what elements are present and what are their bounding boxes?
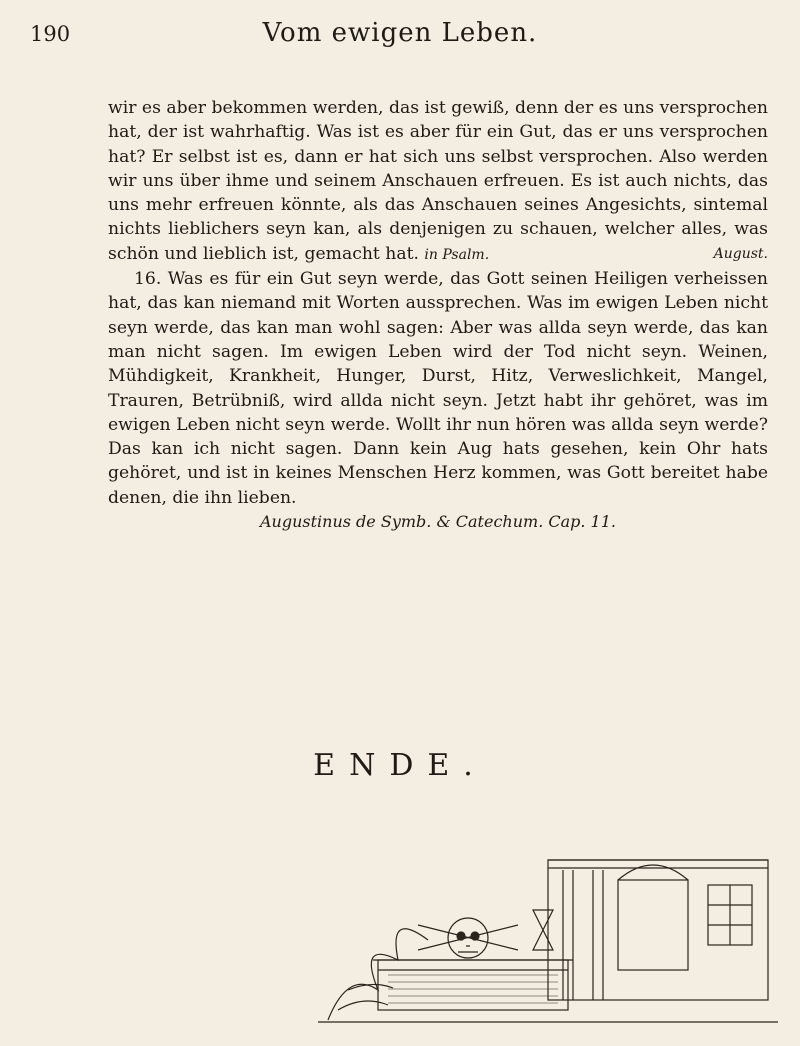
paragraph-2-text: Was es für ein Gut seyn werde, das Gott seinen Heiligen verheissen hat, das kan niemand mit Worten aussprechen. Was im ewigen Leben nicht seyn werde, das kan man wohl sagen: Aber was allda seyn werde, das kan man nicht sagen. Im ewigen Leben wird der Tod nicht seyn. Weinen, Mühdigkeit, Krankheit, Hunger, Durst, Hitz, Verweslichkeit, Mangel, Trauren, Betrübniß, wird allda nicht seyn. Jetzt habt ihr gehöret, was im ewigen Leben nicht seyn werde. Wollt ihr nun hören was allda seyn werde? Das kan ich nicht sagen. Dann kein Aug hats gesehen, kein Ohr hats gehöret, und ist in keines Menschen Herz kommen, was Gott bereitet habe denen, die ihn lieben. xyxy=(108,269,768,508)
page-number: 190 xyxy=(30,22,71,46)
body-text xyxy=(108,96,768,534)
citation-author: August. xyxy=(713,245,768,262)
memento-mori-engraving xyxy=(318,790,778,1030)
finis-line: ENDE. xyxy=(313,748,487,783)
paragraph-1-text: wir es aber bekommen werden, das ist gewiß, denn der es uns versprochen hat, der ist wahrhaftig. Was ist es aber für ein Gut, das er uns versprochen hat? Er selbst ist es, dann er hat sich uns selbst versprochen. Also werden wir uns über ihme und seinem Anschauen erfreuen. Es ist auch nichts, das uns mehr erfreuen könnte, als das Anschauen seines Angesichts, sintemal nichts lieblichers seyn kan, als denjenigen zu schauen, welcher alles, was schön und lieblich ist, gemacht hat. xyxy=(108,98,768,264)
columns xyxy=(563,870,603,1000)
hourglass-icon xyxy=(533,910,553,950)
tomb xyxy=(378,960,568,1010)
paragraph-2 xyxy=(108,267,768,510)
citation-psalm: in Psalm. xyxy=(424,246,490,263)
building xyxy=(548,860,768,1000)
attribution: Augustinus de Symb. & Catechum. Cap. 11. xyxy=(259,512,616,532)
paragraph-1 xyxy=(108,96,768,267)
running-title: Vom ewigen Leben. xyxy=(262,18,538,48)
paragraph-2-number: 16. xyxy=(134,269,162,290)
arch-window xyxy=(618,880,688,970)
